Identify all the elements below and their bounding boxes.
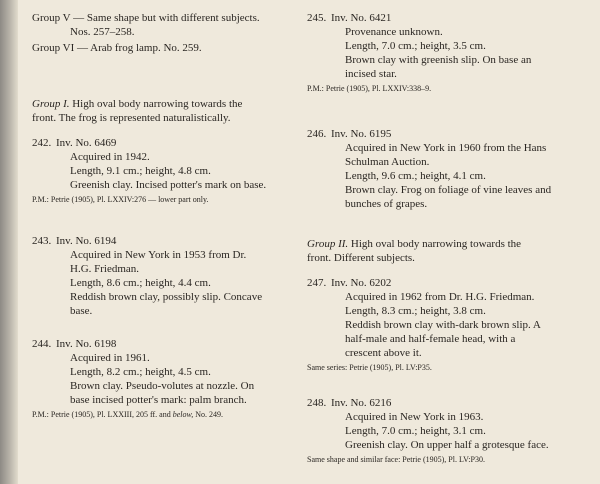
group-i-label: Group I. — [32, 98, 70, 110]
entry-line: incised star. — [345, 68, 397, 80]
inventory-number: Inv. No. 6194 — [56, 235, 117, 247]
reference-note — [32, 410, 223, 420]
entry-line: Length, 8.3 cm.; height, 3.8 cm. — [345, 305, 486, 317]
inventory-number: Inv. No. 6421 — [331, 12, 392, 24]
entry-line: base incised potter's mark: palm branch. — [70, 394, 247, 406]
book-gutter-shadow — [0, 0, 18, 484]
group-i-heading — [32, 98, 242, 111]
entry-line: Length, 7.0 cm.; height, 3.5 cm. — [345, 40, 486, 52]
entry-line: bunches of grapes. — [345, 198, 428, 210]
entry-line: Brown clay with greenish slip. On base an — [345, 54, 532, 66]
group-v-numbers: Nos. 257–258. — [70, 26, 135, 38]
group-ii-text: High oval body narrowing towards the — [350, 238, 522, 250]
catalogue-page — [18, 0, 600, 484]
group-ii-text-2: front. Different subjects. — [307, 252, 415, 264]
entry-number: 246. — [307, 128, 327, 140]
entry-number: 247. — [307, 277, 327, 289]
reference-number: No. 249. — [195, 410, 224, 419]
inventory-number: Inv. No. 6469 — [56, 137, 117, 149]
entry-line: crescent above it. — [345, 347, 422, 359]
group-ii-label: Group II. — [307, 238, 349, 250]
reference-below: below, — [172, 410, 194, 419]
inventory-number: Inv. No. 6198 — [56, 338, 117, 350]
entry-number: 243. — [32, 235, 52, 247]
entry-number: 245. — [307, 12, 327, 24]
entry-line: Brown clay. Frog on foliage of vine leaves and — [345, 184, 552, 196]
reference-note: Same shape and similar face: Petrie (1905), Pl. LV:P30. — [307, 455, 485, 464]
inventory-number: Inv. No. 6195 — [331, 128, 392, 140]
inventory-number: Inv. No. 6202 — [331, 277, 392, 289]
entry-line: base. — [70, 305, 93, 317]
entry-line: Provenance unknown. — [345, 26, 443, 38]
entry-line: Length, 9.1 cm.; height, 4.8 cm. — [70, 165, 211, 177]
inventory-number: Inv. No. 6216 — [331, 397, 392, 409]
entry-line: Greenish clay. Incised potter's mark on base. — [70, 179, 267, 191]
entry-line: Reddish brown clay, possibly slip. Concave — [70, 291, 263, 303]
entry-line: Acquired in 1962 from Dr. H.G. Friedman. — [345, 291, 535, 303]
reference-note: P.M.: Petrie (1905), Pl. LXXIV:338–9. — [307, 84, 432, 93]
entry-number: 248. — [307, 397, 327, 409]
entry-line: Length, 8.6 cm.; height, 4.4 cm. — [70, 277, 211, 289]
group-v-line: Group V — Same shape but with different subjects. — [32, 12, 260, 24]
group-i-text: High oval body narrowing towards the — [72, 98, 243, 110]
entry-line: Acquired in 1942. — [70, 151, 150, 163]
entry-line: Greenish clay. On upper half a grotesque face. — [345, 439, 549, 451]
entry-line: Acquired in New York in 1963. — [345, 411, 484, 423]
entry-line: Reddish brown clay with-dark brown slip. A — [345, 319, 541, 331]
entry-line: Acquired in New York in 1960 from the Hans — [345, 142, 547, 154]
entry-line: Length, 9.6 cm.; height, 4.1 cm. — [345, 170, 486, 182]
reference-note: Same series: Petrie (1905), Pl. LV:P35. — [307, 363, 432, 372]
entry-line: Length, 8.2 cm.; height, 4.5 cm. — [70, 366, 211, 378]
entry-line: Brown clay. Pseudo-volutes at nozzle. On — [70, 380, 255, 392]
entry-number: 242. — [32, 137, 52, 149]
entry-line: Acquired in 1961. — [70, 352, 150, 364]
entry-line: Schulman Auction. — [345, 156, 430, 168]
entry-line: Acquired in New York in 1953 from Dr. — [70, 249, 247, 261]
group-i-text-2: front. The frog is represented naturalistically. — [32, 112, 231, 124]
reference-text: P.M.: Petrie (1905), Pl. LXXIII, 205 ff. and — [32, 410, 171, 419]
group-vi-line: Group VI — Arab frog lamp. No. 259. — [32, 42, 202, 54]
entry-number: 244. — [32, 338, 52, 350]
entry-line: Length, 7.0 cm.; height, 3.1 cm. — [345, 425, 486, 437]
entry-line: H.G. Friedman. — [70, 263, 140, 275]
entry-line: half-male and half-female head, with a — [345, 333, 516, 345]
reference-note: P.M.: Petrie (1905), Pl. LXXIV:276 — lower part only. — [32, 195, 209, 204]
group-ii-heading — [307, 238, 521, 251]
